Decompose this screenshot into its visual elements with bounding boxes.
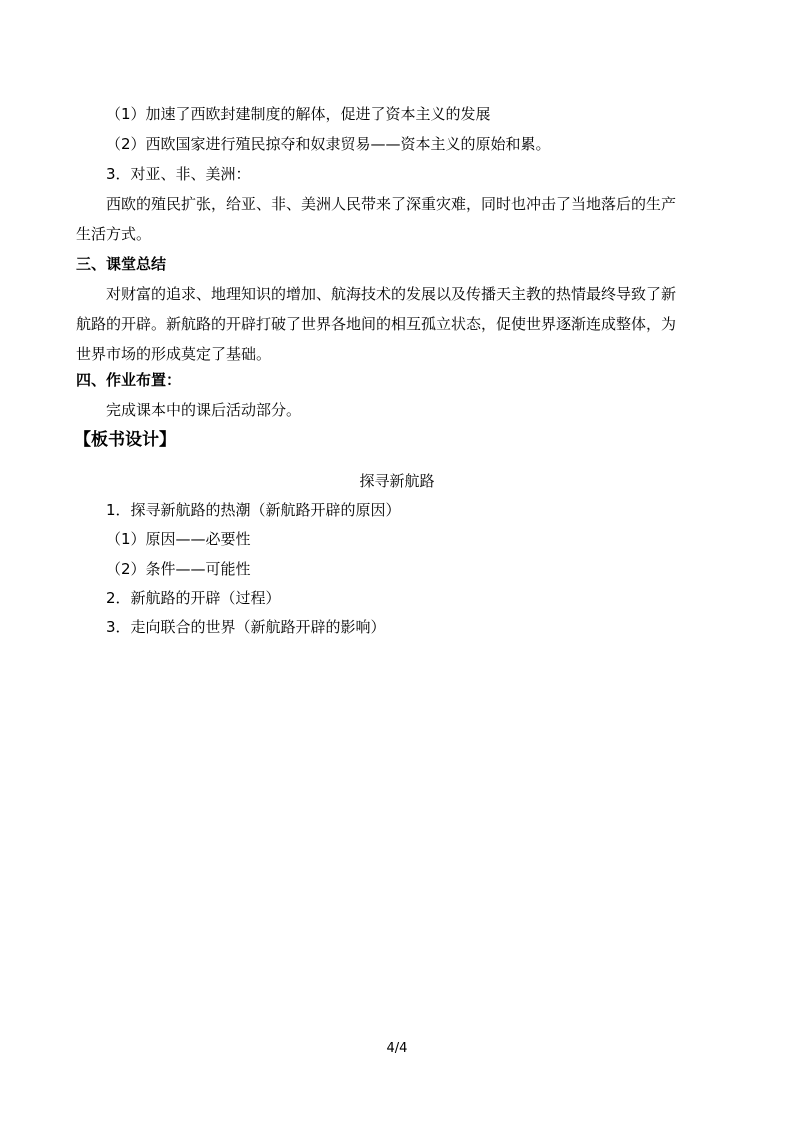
impact-point-3: 3．对亚、非、美洲： xyxy=(106,165,251,183)
summary-line-3: 世界市场的形成莫定了基础。 xyxy=(76,345,272,363)
section-heading-homework: 四、作业布置： xyxy=(76,371,182,389)
impact-item-2: （2）西欧国家进行殖民掠夺和奴隶贸易——资本主义的原始和累。 xyxy=(106,135,551,153)
impact-paragraph-line-1: 西欧的殖民扩张，给亚、非、美洲人民带来了深重灾难，同时也冲击了当地落后的生产 xyxy=(106,195,677,213)
summary-line-2: 航路的开辟。新航路的开辟打破了世界各地间的相互孤立状态，促使世界逐渐连成整体，为 xyxy=(76,315,677,333)
impact-item-1: （1）加速了西欧封建制度的解体，促进了资本主义的发展 xyxy=(106,105,491,123)
homework-text: 完成课本中的课后活动部分。 xyxy=(106,401,302,419)
board-title: 探寻新航路 xyxy=(359,472,435,490)
board-item-1: 1．探寻新航路的热潮（新航路开辟的原因） xyxy=(106,501,401,519)
section-heading-summary: 三、课堂总结 xyxy=(76,255,167,273)
board-design-heading: 【板书设计】 xyxy=(74,430,176,450)
board-item-2: 2．新航路的开辟（过程） xyxy=(106,589,281,607)
board-item-1-1: （1）原因——必要性 xyxy=(106,530,251,548)
board-item-1-2: （2）条件——可能性 xyxy=(106,560,251,578)
board-item-3: 3．走向联合的世界（新航路开辟的影响） xyxy=(106,618,386,636)
page-number: 4/4 xyxy=(386,1041,408,1056)
impact-paragraph-line-2: 生活方式。 xyxy=(76,225,152,243)
summary-line-1: 对财富的追求、地理知识的增加、航海技术的发展以及传播天主教的热情最终导致了新 xyxy=(106,285,677,303)
